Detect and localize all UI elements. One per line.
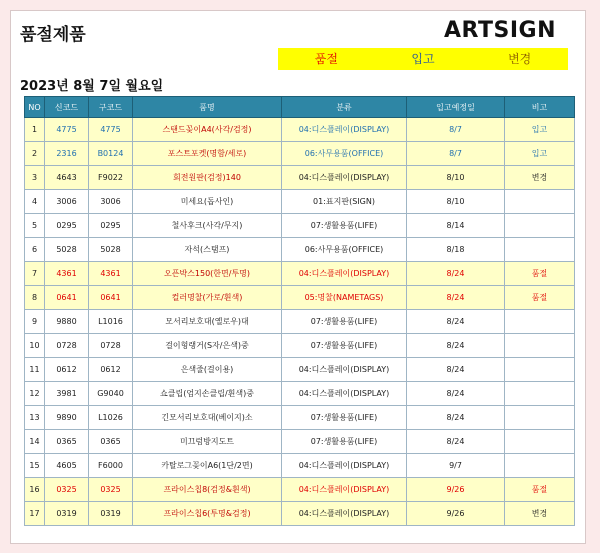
cell-name[interactable]: 자석(스탬프) <box>133 238 282 262</box>
col-header-category[interactable]: 분류 <box>282 97 407 118</box>
cell-name[interactable]: 스탠드꽂이A4(사각/검정) <box>133 118 282 142</box>
cell-new-code[interactable]: 4361 <box>45 262 89 286</box>
cell-note[interactable]: 품절 <box>505 262 575 286</box>
table-row[interactable] <box>25 430 575 454</box>
brand-logo: ARTSIGN <box>444 18 556 43</box>
cell-category[interactable]: 04:디스플레이(DISPLAY) <box>282 166 407 190</box>
cell-category[interactable]: 04:디스플레이(DISPLAY) <box>282 262 407 286</box>
cell-category[interactable]: 04:디스플레이(DISPLAY) <box>282 358 407 382</box>
cell-eta[interactable]: 8/7 <box>407 118 505 142</box>
cell-no[interactable]: 12 <box>25 382 45 406</box>
cell-note[interactable]: 품절 <box>505 286 575 310</box>
table-row[interactable] <box>25 286 575 310</box>
page-title: 품절제품 <box>20 25 86 45</box>
cell-eta[interactable]: 8/24 <box>407 382 505 406</box>
cell-old-code[interactable]: 0319 <box>89 502 133 526</box>
cell-category[interactable]: 04:디스플레이(DISPLAY) <box>282 502 407 526</box>
cell-name[interactable]: 걸이형랭거(S자/은색)중 <box>133 334 282 358</box>
cell-no[interactable]: 6 <box>25 238 45 262</box>
cell-old-code[interactable]: G9040 <box>89 382 133 406</box>
col-header-note[interactable]: 비고 <box>505 97 575 118</box>
cell-category[interactable]: 07:생활용품(LIFE) <box>282 214 407 238</box>
cell-new-code[interactable]: 4605 <box>45 454 89 478</box>
cell-name[interactable]: 카탈로그꽂이A6(1단/2면) <box>133 454 282 478</box>
table-row[interactable] <box>25 238 575 262</box>
col-header-new-code[interactable]: 신코드 <box>45 97 89 118</box>
cell-note[interactable] <box>505 334 575 358</box>
table-row[interactable] <box>25 142 575 166</box>
cell-eta[interactable]: 8/24 <box>407 262 505 286</box>
cell-no[interactable]: 9 <box>25 310 45 334</box>
cell-eta[interactable]: 8/24 <box>407 430 505 454</box>
table-row[interactable] <box>25 454 575 478</box>
cell-old-code[interactable]: L1016 <box>89 310 133 334</box>
soldout-table <box>24 96 575 526</box>
cell-name[interactable]: 회전원판(검정)140 <box>133 166 282 190</box>
cell-old-code[interactable]: 4775 <box>89 118 133 142</box>
table-row[interactable] <box>25 502 575 526</box>
cell-name[interactable]: 은색줄(걸이용) <box>133 358 282 382</box>
cell-eta[interactable]: 8/10 <box>407 166 505 190</box>
cell-old-code[interactable]: 0325 <box>89 478 133 502</box>
cell-new-code[interactable]: 9880 <box>45 310 89 334</box>
cell-category[interactable]: 07:생활용품(LIFE) <box>282 310 407 334</box>
cell-name[interactable]: 모서리보호대(옐로우)대 <box>133 310 282 334</box>
cell-old-code[interactable]: 0612 <box>89 358 133 382</box>
cell-eta[interactable]: 9/26 <box>407 502 505 526</box>
cell-category[interactable]: 04:디스플레이(DISPLAY) <box>282 382 407 406</box>
cell-category[interactable]: 05:명찰(NAMETAGS) <box>282 286 407 310</box>
cell-new-code[interactable]: 0612 <box>45 358 89 382</box>
cell-no[interactable]: 5 <box>25 214 45 238</box>
cell-eta[interactable]: 8/24 <box>407 334 505 358</box>
cell-name[interactable]: 미끄럼방지도트 <box>133 430 282 454</box>
cell-eta[interactable]: 8/14 <box>407 214 505 238</box>
cell-category[interactable]: 07:생활용품(LIFE) <box>282 430 407 454</box>
cell-eta[interactable]: 8/7 <box>407 142 505 166</box>
cell-eta[interactable]: 8/24 <box>407 310 505 334</box>
cell-old-code[interactable]: B0124 <box>89 142 133 166</box>
col-header-no[interactable]: NO <box>25 97 45 118</box>
legend-instock: 입고 <box>375 48 472 70</box>
cell-no[interactable]: 16 <box>25 478 45 502</box>
cell-eta[interactable]: 8/24 <box>407 358 505 382</box>
cell-no[interactable]: 10 <box>25 334 45 358</box>
legend-changed: 변경 <box>471 48 568 70</box>
report-date: 2023년 8월 7일 월요일 <box>20 79 164 94</box>
cell-note[interactable] <box>505 310 575 334</box>
table-row[interactable] <box>25 358 575 382</box>
cell-note[interactable]: 입고 <box>505 118 575 142</box>
cell-name[interactable]: 쇼클립(엄지손클립/흰색)중 <box>133 382 282 406</box>
table-row[interactable] <box>25 166 575 190</box>
cell-name[interactable]: 긴모서리보호대(베이지)소 <box>133 406 282 430</box>
cell-note[interactable] <box>505 382 575 406</box>
cell-no[interactable]: 2 <box>25 142 45 166</box>
cell-eta[interactable]: 8/24 <box>407 286 505 310</box>
cell-name[interactable]: 프라이스칩8(검정&흰색) <box>133 478 282 502</box>
table-row[interactable] <box>25 478 575 502</box>
cell-no[interactable]: 1 <box>25 118 45 142</box>
cell-new-code[interactable]: 0325 <box>45 478 89 502</box>
cell-new-code[interactable]: 2316 <box>45 142 89 166</box>
cell-old-code[interactable]: 0295 <box>89 214 133 238</box>
cell-category[interactable]: 04:디스플레이(DISPLAY) <box>282 454 407 478</box>
cell-new-code[interactable]: 4643 <box>45 166 89 190</box>
cell-no[interactable]: 14 <box>25 430 45 454</box>
cell-category[interactable]: 06:사무용품(OFFICE) <box>282 142 407 166</box>
cell-name[interactable]: 미세요(돕사인) <box>133 190 282 214</box>
cell-old-code[interactable]: 0728 <box>89 334 133 358</box>
cell-old-code[interactable]: 0365 <box>89 430 133 454</box>
table-header-row <box>25 97 575 118</box>
cell-note[interactable] <box>505 454 575 478</box>
cell-no[interactable]: 3 <box>25 166 45 190</box>
cell-name[interactable]: 철사후크(사각/무지) <box>133 214 282 238</box>
table-row[interactable] <box>25 310 575 334</box>
cell-category[interactable]: 07:생활용품(LIFE) <box>282 406 407 430</box>
cell-old-code[interactable]: L1026 <box>89 406 133 430</box>
cell-category[interactable]: 06:사무용품(OFFICE) <box>282 238 407 262</box>
col-header-old-code[interactable]: 구코드 <box>89 97 133 118</box>
cell-new-code[interactable]: 3006 <box>45 190 89 214</box>
cell-note[interactable] <box>505 358 575 382</box>
cell-no[interactable]: 15 <box>25 454 45 478</box>
table-row[interactable] <box>25 214 575 238</box>
cell-old-code[interactable]: 4361 <box>89 262 133 286</box>
cell-note[interactable] <box>505 406 575 430</box>
cell-new-code[interactable]: 5028 <box>45 238 89 262</box>
cell-new-code[interactable]: 4775 <box>45 118 89 142</box>
cell-old-code[interactable]: 5028 <box>89 238 133 262</box>
cell-note[interactable]: 변경 <box>505 502 575 526</box>
cell-note[interactable] <box>505 190 575 214</box>
cell-new-code[interactable]: 0319 <box>45 502 89 526</box>
cell-new-code[interactable]: 0295 <box>45 214 89 238</box>
cell-no[interactable]: 4 <box>25 190 45 214</box>
table-row[interactable] <box>25 190 575 214</box>
cell-old-code[interactable]: 3006 <box>89 190 133 214</box>
cell-name[interactable]: 컬러명찰(가로/흰색) <box>133 286 282 310</box>
table-row[interactable] <box>25 118 575 142</box>
cell-new-code[interactable]: 0641 <box>45 286 89 310</box>
cell-old-code[interactable]: F9022 <box>89 166 133 190</box>
cell-category[interactable]: 04:디스플레이(DISPLAY) <box>282 118 407 142</box>
cell-old-code[interactable]: 0641 <box>89 286 133 310</box>
table-row[interactable] <box>25 406 575 430</box>
cell-no[interactable]: 17 <box>25 502 45 526</box>
legend-soldout: 품절 <box>278 48 375 70</box>
cell-eta[interactable]: 8/10 <box>407 190 505 214</box>
table-row[interactable] <box>25 262 575 286</box>
cell-note[interactable] <box>505 238 575 262</box>
cell-note[interactable] <box>505 214 575 238</box>
cell-no[interactable]: 7 <box>25 262 45 286</box>
cell-note[interactable]: 변경 <box>505 166 575 190</box>
cell-category[interactable]: 04:디스플레이(DISPLAY) <box>282 478 407 502</box>
cell-no[interactable]: 11 <box>25 358 45 382</box>
status-legend <box>278 48 568 70</box>
cell-category[interactable]: 01:표지판(SIGN) <box>282 190 407 214</box>
cell-name[interactable]: 포스트포켓(명함/세로) <box>133 142 282 166</box>
cell-name[interactable]: 오픈박스150(한면/투명) <box>133 262 282 286</box>
cell-new-code[interactable]: 3981 <box>45 382 89 406</box>
cell-eta[interactable]: 8/18 <box>407 238 505 262</box>
cell-eta[interactable]: 9/26 <box>407 478 505 502</box>
cell-no[interactable]: 13 <box>25 406 45 430</box>
cell-name[interactable]: 프라이스칩6(투명&검정) <box>133 502 282 526</box>
cell-new-code[interactable]: 9890 <box>45 406 89 430</box>
cell-new-code[interactable]: 0365 <box>45 430 89 454</box>
cell-eta[interactable]: 8/24 <box>407 406 505 430</box>
table-row[interactable] <box>25 382 575 406</box>
cell-note[interactable]: 품절 <box>505 478 575 502</box>
cell-no[interactable]: 8 <box>25 286 45 310</box>
cell-new-code[interactable]: 0728 <box>45 334 89 358</box>
cell-old-code[interactable]: F6000 <box>89 454 133 478</box>
cell-note[interactable]: 입고 <box>505 142 575 166</box>
cell-eta[interactable]: 9/7 <box>407 454 505 478</box>
cell-category[interactable]: 07:생활용품(LIFE) <box>282 334 407 358</box>
col-header-eta[interactable]: 입고예정일 <box>407 97 505 118</box>
col-header-name[interactable]: 품명 <box>133 97 282 118</box>
cell-note[interactable] <box>505 430 575 454</box>
table-row[interactable] <box>25 334 575 358</box>
